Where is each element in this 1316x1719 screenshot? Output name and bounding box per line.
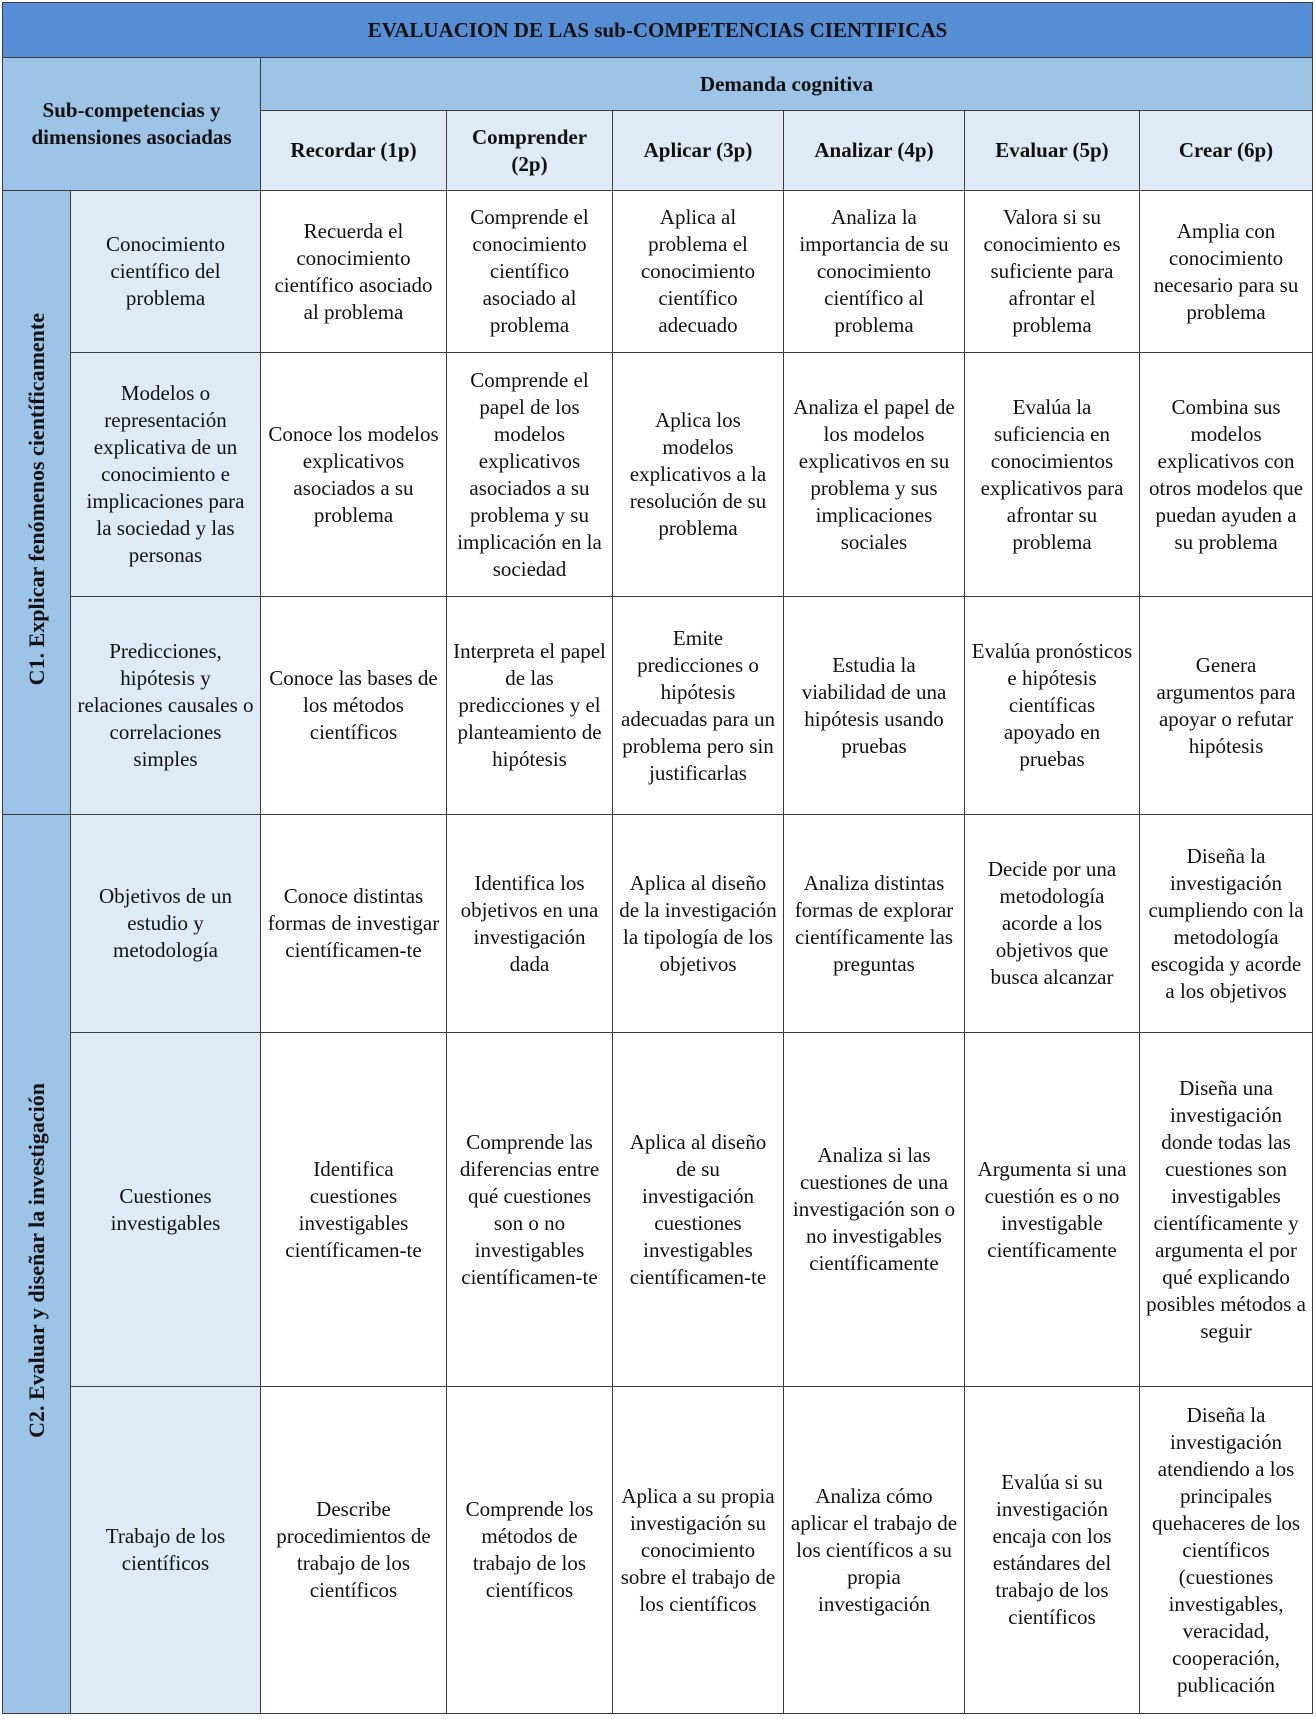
rubric-body: [3, 191, 1313, 1714]
descriptor-cell: Analiza distintas formas de explorar científicamente las preguntas: [784, 815, 965, 1033]
descriptor-cell: Identifica los objetivos en una investigación dada: [447, 815, 613, 1033]
descriptor-cell: Evalúa la suficiencia en conocimientos explicativos para afrontar su problema: [965, 353, 1140, 597]
descriptor-cell: Conoce distintas formas de investigar científicamen-te: [261, 815, 447, 1033]
level-header-analizar: Analizar (4p): [784, 111, 965, 191]
descriptor-cell: Argumenta si una cuestión es o no investigable científicamente: [965, 1033, 1140, 1387]
descriptor-cell: Valora si su conocimiento es suficiente para afrontar el problema: [965, 191, 1140, 353]
table-row: [3, 815, 1313, 1033]
table-row: [3, 597, 1313, 815]
descriptor-cell: Conoce las bases de los métodos científicos: [261, 597, 447, 815]
level-header-aplicar: Aplicar (3p): [613, 111, 784, 191]
descriptor-cell: Evalúa pronósticos e hipótesis científicas apoyado en pruebas: [965, 597, 1140, 815]
descriptor-cell: Analiza la importancia de su conocimiento científico al problema: [784, 191, 965, 353]
level-header-recordar: Recordar (1p): [261, 111, 447, 191]
descriptor-cell: Diseña la investigación atendiendo a los principales quehaceres de los científicos (cuestiones investigables, veracidad, cooperación, publicación: [1140, 1387, 1313, 1714]
level-header-evaluar: Evaluar (5p): [965, 111, 1140, 191]
descriptor-cell: Emite predicciones o hipótesis adecuadas para un problema pero sin justificarlas: [613, 597, 784, 815]
descriptor-cell: Interpreta el papel de las predicciones y el planteamiento de hipótesis: [447, 597, 613, 815]
descriptor-cell: Aplica al diseño de su investigación cuestiones investigables científicamen-te: [613, 1033, 784, 1387]
descriptor-cell: Identifica cuestiones investigables científicamen-te: [261, 1033, 447, 1387]
competencia-label: C1. Explicar fenómenos científicamente: [23, 312, 49, 686]
dimension-cell: Objetivos de un estudio y metodología: [71, 815, 261, 1033]
level-header-comprender: Comprender (2p): [447, 111, 613, 191]
dimension-cell: Conocimiento científico del problema: [71, 191, 261, 353]
descriptor-cell: Comprende el papel de los modelos explicativos asociados a su problema y su implicación en la sociedad: [447, 353, 613, 597]
table-row: [3, 1387, 1313, 1714]
table-row: [3, 353, 1313, 597]
descriptor-cell: Decide por una metodología acorde a los objetivos que busca alcanzar: [965, 815, 1140, 1033]
dimension-cell: Trabajo de los científicos: [71, 1387, 261, 1714]
descriptor-cell: Describe procedimientos de trabajo de los científicos: [261, 1387, 447, 1714]
dimension-cell: Cuestiones investigables: [71, 1033, 261, 1387]
descriptor-cell: Analiza si las cuestiones de una investigación son o no investigables científicamente: [784, 1033, 965, 1387]
descriptor-cell: Comprende el conocimiento científico asociado al problema: [447, 191, 613, 353]
descriptor-cell: Combina sus modelos explicativos con otros modelos que puedan ayuden a su problema: [1140, 353, 1313, 597]
subcompetencias-header: Sub-competencias y dimensiones asociadas: [3, 58, 261, 191]
competencia-label: C2. Evaluar y diseñar la investigación: [23, 1083, 49, 1438]
level-header-crear: Crear (6p): [1140, 111, 1313, 191]
descriptor-cell: Aplica al problema el conocimiento científico adecuado: [613, 191, 784, 353]
descriptor-cell: Analiza el papel de los modelos explicativos en su problema y sus implicaciones sociales: [784, 353, 965, 597]
competencia-cell: [3, 815, 71, 1714]
descriptor-cell: Diseña la investigación cumpliendo con la metodología escogida y acorde a los objetivos: [1140, 815, 1313, 1033]
descriptor-cell: Analiza cómo aplicar el trabajo de los científicos a su propia investigación: [784, 1387, 965, 1714]
table-row: [3, 1033, 1313, 1387]
dimension-cell: Modelos o representación explicativa de un conocimiento e implicaciones para la sociedad y las personas: [71, 353, 261, 597]
descriptor-cell: Recuerda el conocimiento científico asociado al problema: [261, 191, 447, 353]
table-title: EVALUACION DE LAS sub-COMPETENCIAS CIENTIFICAS: [3, 3, 1313, 58]
descriptor-cell: Amplia con conocimiento necesario para su problema: [1140, 191, 1313, 353]
demanda-cognitiva-header: Demanda cognitiva: [261, 58, 1313, 111]
competencia-cell: [3, 191, 71, 815]
descriptor-cell: Aplica los modelos explicativos a la resolución de su problema: [613, 353, 784, 597]
descriptor-cell: Aplica al diseño de la investigación la tipología de los objetivos: [613, 815, 784, 1033]
descriptor-cell: Diseña una investigación donde todas las cuestiones son investigables científicamente y argumenta el por qué explicando posibles métodos a seguir: [1140, 1033, 1313, 1387]
descriptor-cell: Evalúa si su investigación encaja con los estándares del trabajo de los científicos: [965, 1387, 1140, 1714]
descriptor-cell: Comprende las diferencias entre qué cuestiones son o no investigables científicamen-te: [447, 1033, 613, 1387]
table-row: [3, 191, 1313, 353]
descriptor-cell: Estudia la viabilidad de una hipótesis usando pruebas: [784, 597, 965, 815]
rubric-table: [2, 2, 1313, 1714]
rubric-header: [3, 3, 1313, 191]
descriptor-cell: Genera argumentos para apoyar o refutar hipótesis: [1140, 597, 1313, 815]
descriptor-cell: Aplica a su propia investigación su conocimiento sobre el trabajo de los científicos: [613, 1387, 784, 1714]
dimension-cell: Predicciones, hipótesis y relaciones causales o correlaciones simples: [71, 597, 261, 815]
descriptor-cell: Conoce los modelos explicativos asociados a su problema: [261, 353, 447, 597]
descriptor-cell: Comprende los métodos de trabajo de los científicos: [447, 1387, 613, 1714]
